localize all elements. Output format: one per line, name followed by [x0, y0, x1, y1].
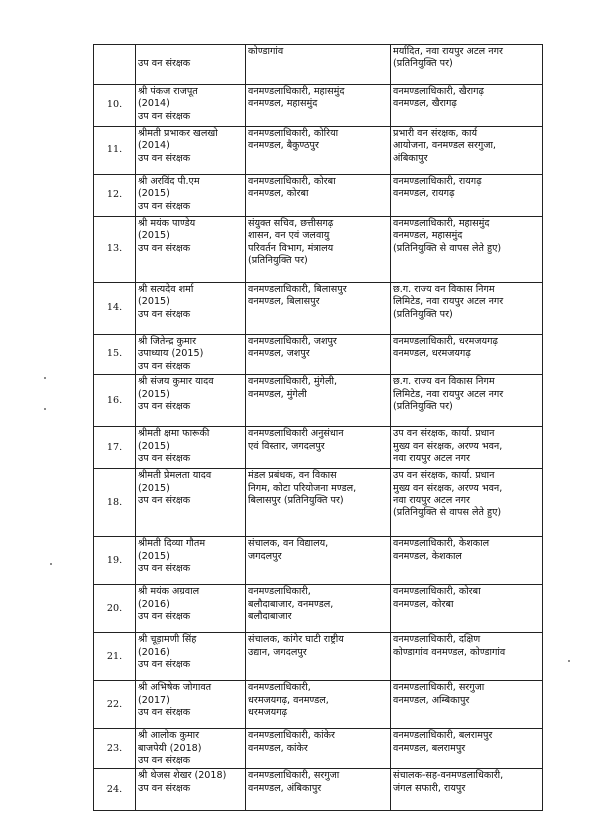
- officer-line: श्री अरविंद पी.एम: [138, 176, 200, 187]
- serial-number: 24.: [94, 769, 136, 811]
- table-row: [94, 537, 543, 585]
- current-posting-line: (प्रतिनियुक्ति पर): [248, 255, 308, 267]
- officer-line: श्रीमती दिव्या गौतम: [138, 538, 206, 550]
- officer-name-cell: [136, 427, 246, 469]
- current-posting-line: धरमजयगढ़: [248, 707, 288, 719]
- table-row: [94, 469, 543, 537]
- new-posting-line: वनमण्डल, महासमुंद: [393, 230, 463, 242]
- officer-line: श्रीमती प्रभाकर खलखो: [138, 128, 218, 139]
- officer-line: उप वन संरक्षक: [138, 360, 191, 372]
- current-posting-line: परिवर्तन विभाग, मंत्रालय: [248, 242, 334, 254]
- current-posting-cell: [246, 681, 391, 729]
- officer-name-cell: [136, 45, 246, 85]
- new-posting-line: वनमण्डलाधिकारी, सरगुजा: [393, 682, 485, 694]
- new-posting-line: वनमण्डलाधिकारी, महासमुंद: [393, 218, 490, 229]
- current-posting-cell: [246, 427, 391, 469]
- table-row: [94, 375, 543, 427]
- new-posting-line: वनमण्डलाधिकारी, केशकाल: [393, 538, 490, 550]
- new-posting-line: वनमण्डलाधिकारी, धरमजयगढ़: [393, 336, 498, 347]
- current-posting-line: मंडल प्रबंधक, वन विकास: [248, 470, 337, 482]
- serial-number: [94, 45, 136, 85]
- officer-line: श्री अभिषेक जोगावत: [138, 682, 212, 694]
- officer-line: उप वन संरक्षक: [138, 495, 191, 507]
- officer-line: श्री थेजस शेखर (2018): [138, 770, 227, 782]
- table-row: [94, 729, 543, 769]
- new-posting-line: वनमण्डल, कोरबा: [393, 598, 454, 610]
- officer-line: (2015): [138, 550, 170, 562]
- new-posting-cell: [391, 633, 543, 681]
- officer-line: (2016): [138, 646, 170, 658]
- officer-line: श्री मयंक पाण्डेय: [138, 218, 196, 229]
- new-posting-line: मर्यादित, नवा रायपुर अटल नगर: [393, 46, 503, 57]
- table-row: [94, 85, 543, 127]
- new-posting-line: कोण्डागांव वनमण्डल, कोण्डागांव: [393, 646, 506, 658]
- officer-line: श्री मयंक अग्रवाल: [138, 586, 200, 598]
- officer-line: उप वन संरक्षक: [138, 707, 191, 719]
- new-posting-line: वनमण्डलाधिकारी, बलरामपुर: [393, 730, 493, 742]
- current-posting-line: वनमण्डल, महासमुंद: [248, 98, 318, 110]
- officer-name-cell: [136, 633, 246, 681]
- table-row: [94, 217, 543, 283]
- new-posting-cell: [391, 585, 543, 633]
- new-posting-line: संचालक-सह-वनमण्डलाधिकारी,: [393, 770, 504, 782]
- transfer-table-body: [94, 45, 543, 811]
- officer-line: (2016): [138, 598, 170, 610]
- officer-line: (2015): [138, 230, 170, 242]
- new-posting-line: अंबिकापुर: [393, 152, 428, 164]
- current-posting-cell: [246, 283, 391, 335]
- current-posting-line: उद्यान, जगदलपुर: [248, 646, 307, 658]
- officer-line: (2017): [138, 694, 170, 706]
- new-posting-cell: [391, 375, 543, 427]
- officer-name-cell: [136, 729, 246, 769]
- current-posting-line: संयुक्त सचिव, छत्तीसगढ़: [248, 218, 334, 229]
- new-posting-cell: [391, 45, 543, 85]
- current-posting-line: वनमण्डल, अंबिकापुर: [248, 782, 322, 794]
- new-posting-line: जंगल सफारी, रायपुर: [393, 782, 466, 794]
- scan-speck: [568, 660, 570, 662]
- officer-line: उप वन संरक्षक: [138, 401, 191, 413]
- new-posting-line: वनमण्डलाधिकारी, कोरबा: [393, 586, 481, 598]
- new-posting-line: छ.ग. राज्य वन विकास निगम: [393, 284, 495, 295]
- serial-number: 15.: [94, 335, 136, 375]
- officer-line: उप वन संरक्षक: [138, 308, 191, 320]
- new-posting-line: नवा रायपुर अटल नगर: [393, 453, 470, 465]
- serial-number: 18.: [94, 469, 136, 537]
- current-posting-cell: [246, 537, 391, 585]
- officer-name-cell: [136, 335, 246, 375]
- current-posting-line: वनमण्डल, बैकुण्ठपुर: [248, 140, 319, 152]
- new-posting-line: (प्रतिनियुक्ति पर): [393, 308, 453, 320]
- new-posting-line: उप वन संरक्षक, कार्या. प्रधान: [393, 428, 495, 440]
- current-posting-cell: [246, 45, 391, 85]
- officer-line: (2014): [138, 140, 170, 152]
- table-row: [94, 681, 543, 729]
- current-posting-line: वनमण्डलाधिकारी अनुसंधान: [248, 428, 344, 440]
- current-posting-line: वनमण्डलाधिकारी, कोरिया: [248, 128, 339, 139]
- officer-line: श्री सत्यदेव शर्मा: [138, 284, 194, 295]
- current-posting-line: वनमण्डलाधिकारी, कोरबा: [248, 176, 336, 187]
- current-posting-line: एवं विस्तार, जगदलपुर: [248, 440, 325, 452]
- current-posting-cell: [246, 175, 391, 217]
- table-row: [94, 283, 543, 335]
- serial-number: 14.: [94, 283, 136, 335]
- serial-number: 12.: [94, 175, 136, 217]
- officer-line: उप वन संरक्षक: [138, 110, 191, 122]
- new-posting-line: वनमण्डलाधिकारी, रायगढ़: [393, 176, 482, 187]
- officer-name-cell: [136, 769, 246, 811]
- officer-name-cell: [136, 469, 246, 537]
- new-posting-line: (प्रतिनियुक्ति से वापस लेते हुए): [393, 507, 502, 519]
- new-posting-cell: [391, 537, 543, 585]
- current-posting-cell: [246, 375, 391, 427]
- new-posting-line: लिमिटेड, नवा रायपुर अटल नगर: [393, 388, 504, 400]
- new-posting-line: उप वन संरक्षक, कार्या. प्रधान: [393, 470, 495, 482]
- current-posting-line: वनमण्डलाधिकारी, मुंगेली,: [248, 376, 337, 388]
- current-posting-cell: [246, 729, 391, 769]
- officer-line: श्रीमती क्षमा फारूकी: [138, 428, 210, 440]
- officer-line: श्री आलोक कुमार: [138, 730, 200, 742]
- current-posting-line: वनमण्डल, कांकेर: [248, 742, 308, 754]
- serial-number: 13.: [94, 217, 136, 283]
- new-posting-line: मुख्य वन संरक्षक, अरण्य भवन,: [393, 440, 503, 452]
- new-posting-cell: [391, 85, 543, 127]
- current-posting-cell: [246, 469, 391, 537]
- current-posting-line: जगदलपुर: [248, 550, 282, 562]
- officer-line: उप वन संरक्षक: [138, 453, 191, 465]
- officer-line: उप वन संरक्षक: [138, 659, 191, 671]
- officer-line: श्री पंकज राजपूत: [138, 86, 198, 97]
- serial-number: 11.: [94, 127, 136, 175]
- officer-line: श्रीमती प्रेमलता यादव: [138, 470, 212, 482]
- current-posting-line: वनमण्डलाधिकारी,: [248, 586, 311, 598]
- officer-name-cell: [136, 175, 246, 217]
- officer-name-cell: [136, 375, 246, 427]
- officer-name-cell: [136, 217, 246, 283]
- table-row: [94, 175, 543, 217]
- current-posting-line: वनमण्डलाधिकारी, कांकेर: [248, 730, 335, 742]
- new-posting-cell: [391, 175, 543, 217]
- officer-line: उप वन संरक्षक: [138, 200, 191, 212]
- officer-line: श्री चूड़ामणी सिंह: [138, 634, 197, 646]
- current-posting-line: वनमण्डलाधिकारी, सरगुजा: [248, 770, 340, 782]
- serial-number: 23.: [94, 729, 136, 769]
- table-row: [94, 633, 543, 681]
- officer-name-cell: [136, 283, 246, 335]
- officer-line: बाजपेयी (2018): [138, 742, 202, 754]
- officer-line: उप वन संरक्षक: [138, 755, 191, 767]
- new-posting-line: वनमण्डल, धरमजयगढ़: [393, 348, 471, 360]
- current-posting-line: निगम, कोटा परियोजना मण्डल,: [248, 482, 357, 494]
- current-posting-line: संचालक, कांगेर घाटी राष्ट्रीय: [248, 634, 344, 646]
- new-posting-line: वनमण्डलाधिकारी, खैरागढ़: [393, 86, 484, 97]
- officer-line: उप वन संरक्षक: [138, 782, 191, 794]
- scan-speck: [44, 377, 46, 379]
- new-posting-line: प्रभारी वन संरक्षक, कार्य: [393, 128, 478, 139]
- new-posting-line: वनमण्डल, केशकाल: [393, 550, 462, 562]
- officer-name-cell: [136, 585, 246, 633]
- officer-line: (2015): [138, 188, 170, 200]
- table-row: [94, 127, 543, 175]
- officer-name-cell: [136, 681, 246, 729]
- officer-line: उप वन संरक्षक: [138, 152, 191, 164]
- new-posting-line: आयोजना, वनमण्डल सरगुजा,: [393, 140, 496, 152]
- scan-speck: [44, 408, 46, 410]
- current-posting-cell: [246, 217, 391, 283]
- officer-line: [138, 46, 243, 58]
- officer-line: उप वन संरक्षक: [138, 563, 191, 575]
- officer-line: (2015): [138, 440, 170, 452]
- current-posting-line: वनमण्डल, बिलासपुर: [248, 296, 320, 308]
- officer-line: श्री जितेन्द्र कुमार: [138, 336, 197, 347]
- current-posting-line: वनमण्डल, कोरबा: [248, 188, 309, 200]
- new-posting-cell: [391, 681, 543, 729]
- current-posting-line: वनमण्डल, जशपुर: [248, 348, 310, 360]
- officer-line: (2015): [138, 296, 170, 308]
- current-posting-line: शासन, वन एवं जलवायु: [248, 230, 330, 242]
- new-posting-line: वनमण्डल, खैरागढ़: [393, 98, 457, 110]
- new-posting-line: मुख्य वन संरक्षक, अरण्य भवन,: [393, 482, 503, 494]
- officer-line: (2015): [138, 482, 170, 494]
- new-posting-cell: [391, 769, 543, 811]
- officer-name-cell: [136, 127, 246, 175]
- current-posting-line: संचालक, वन विद्यालय,: [248, 538, 329, 550]
- new-posting-line: (प्रतिनियुक्ति से वापस लेते हुए): [393, 242, 502, 254]
- new-posting-cell: [391, 217, 543, 283]
- officer-name-cell: [136, 537, 246, 585]
- new-posting-line: वनमण्डल, रायगढ़: [393, 188, 455, 200]
- new-posting-cell: [391, 469, 543, 537]
- new-posting-cell: [391, 283, 543, 335]
- current-posting-line: वनमण्डलाधिकारी, महासमुंद: [248, 86, 345, 97]
- new-posting-cell: [391, 427, 543, 469]
- current-posting-line: कोण्डागांव: [248, 46, 284, 57]
- serial-number: 17.: [94, 427, 136, 469]
- current-posting-cell: [246, 85, 391, 127]
- table-row: [94, 335, 543, 375]
- current-posting-cell: [246, 127, 391, 175]
- officer-line: उपाध्याय (2015): [138, 348, 204, 360]
- current-posting-line: वनमण्डलाधिकारी, बिलासपुर: [248, 284, 347, 295]
- officer-line: उप वन संरक्षक: [138, 611, 191, 623]
- transfer-table: [93, 44, 543, 811]
- new-posting-line: वनमण्डल, बलरामपुर: [393, 742, 466, 754]
- current-posting-line: बलौदाबाजार, वनमण्डल,: [248, 598, 334, 610]
- current-posting-cell: [246, 633, 391, 681]
- new-posting-cell: [391, 335, 543, 375]
- officer-line: (2014): [138, 98, 170, 110]
- serial-number: 10.: [94, 85, 136, 127]
- new-posting-line: (प्रतिनियुक्ति पर): [393, 58, 453, 70]
- current-posting-line: वनमण्डलाधिकारी, जशपुर: [248, 336, 337, 347]
- officer-name-cell: [136, 85, 246, 127]
- current-posting-line: बिलासपुर (प्रतिनियुक्ति पर): [248, 495, 344, 507]
- table-row: [94, 585, 543, 633]
- new-posting-line: (प्रतिनियुक्ति पर): [393, 401, 453, 413]
- officer-line: (2015): [138, 388, 170, 400]
- new-posting-cell: [391, 127, 543, 175]
- serial-number: 20.: [94, 585, 136, 633]
- current-posting-line: वनमण्डलाधिकारी,: [248, 682, 311, 694]
- officer-line: उप वन संरक्षक: [138, 242, 191, 254]
- current-posting-line: वनमण्डल, मुंगेली: [248, 388, 307, 400]
- serial-number: 19.: [94, 537, 136, 585]
- new-posting-line: छ.ग. राज्य वन विकास निगम: [393, 376, 495, 388]
- scan-speck: [50, 563, 52, 565]
- table-row: [94, 769, 543, 811]
- current-posting-cell: [246, 335, 391, 375]
- new-posting-line: लिमिटेड, नवा रायपुर अटल नगर: [393, 296, 504, 308]
- current-posting-cell: [246, 585, 391, 633]
- serial-number: 16.: [94, 375, 136, 427]
- table-row: [94, 427, 543, 469]
- officer-line: श्री संजय कुमार यादव: [138, 376, 214, 388]
- new-posting-cell: [391, 729, 543, 769]
- current-posting-line: बलौदाबाजार: [248, 611, 292, 623]
- table-row: [94, 45, 543, 85]
- current-posting-line: धरमजयगढ़, वनमण्डल,: [248, 694, 329, 706]
- officer-line: उप वन संरक्षक: [138, 58, 191, 70]
- current-posting-cell: [246, 769, 391, 811]
- new-posting-line: वनमण्डल, अम्बिकापुर: [393, 694, 470, 706]
- new-posting-line: नवा रायपुर अटल नगर: [393, 495, 470, 507]
- serial-number: 22.: [94, 681, 136, 729]
- serial-number: 21.: [94, 633, 136, 681]
- new-posting-line: वनमण्डलाधिकारी, दक्षिण: [393, 634, 481, 646]
